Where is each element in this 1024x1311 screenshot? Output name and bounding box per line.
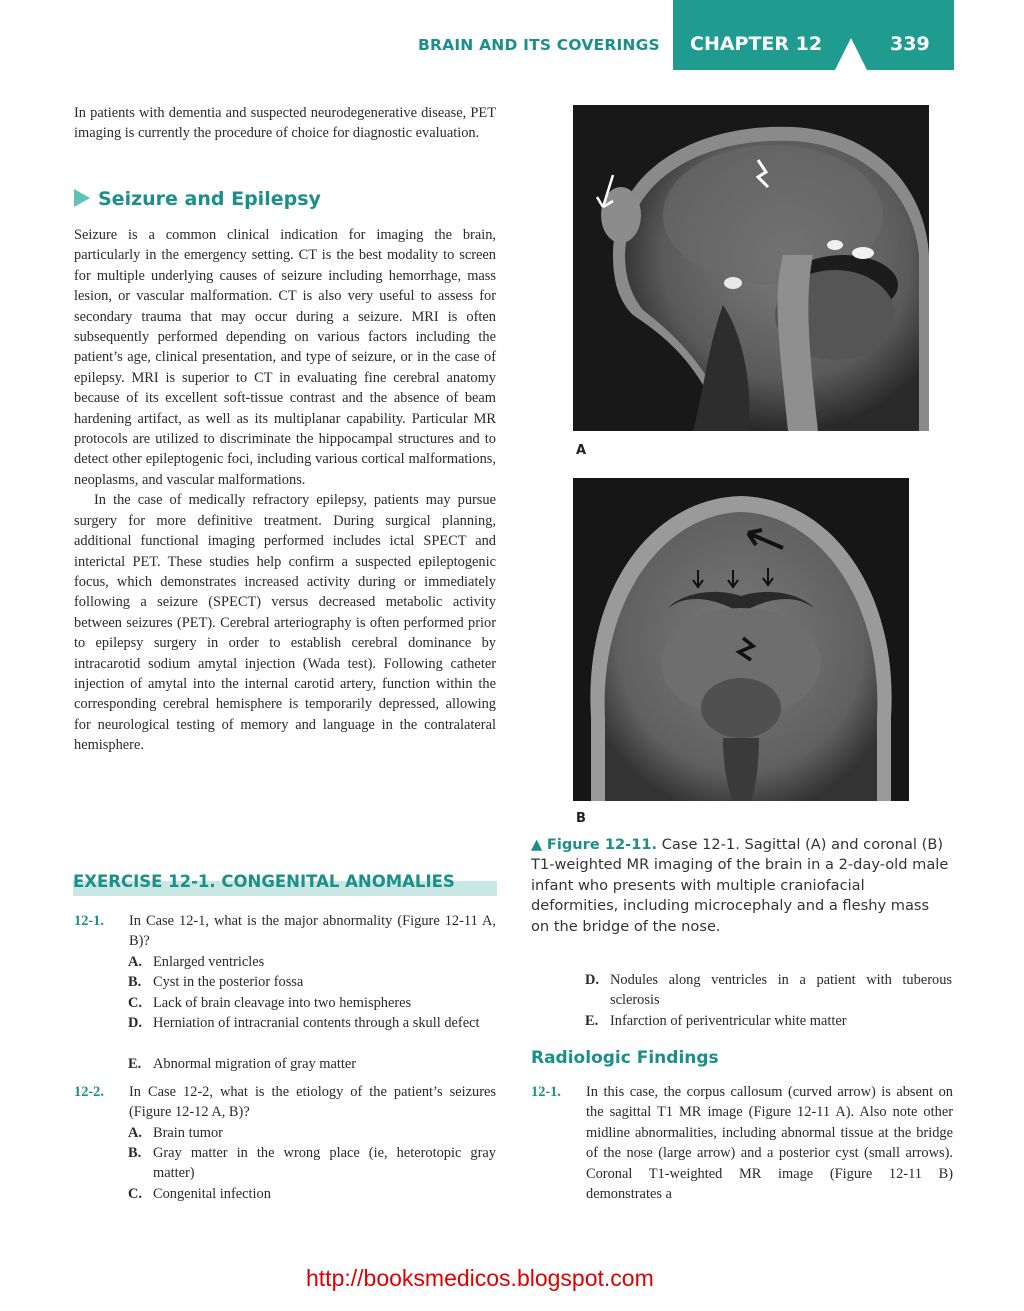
question-12-1 bbox=[74, 911, 496, 953]
intro-paragraph: In patients with dementia and suspected neurodegenerative disease, PET imaging is currently the procedure of choice for diagnostic evaluation. bbox=[74, 105, 496, 142]
body-paragraph: Seizure is a common clinical indication for imaging the brain, particularly in the emergency setting. CT is the best modality to screen for multiple underlying causes of seizure including hemorrhage, mass lesion, or vascular malformation. CT is also very useful to assess for secondary trauma that may occur during a seizure. MRI is often subsequently performed depending on various factors including the patient’s age, clinical presentation, and type of seizure, or in the case of epilepsy. MRI is superior to CT in evaluating fine cerebral anatomy because of its excellent soft-tissue contrast and the absence of beam hardening artifact, as well as its multiplanar capability. Particular MR protocols are utilized to discriminate the hippocampal structures and to detect other epileptogenic foci, including various cortical malformations, neoplasms, and vascular malformations. bbox=[74, 227, 496, 488]
mri-sagittal-drawing bbox=[573, 105, 929, 431]
caption-figure-label: Figure 12-11. bbox=[546, 836, 658, 853]
running-header-section: BRAIN AND ITS COVERINGS bbox=[418, 36, 660, 54]
option-letter: B. bbox=[128, 1145, 142, 1161]
option-text: Herniation of intracranial contents through a skull defect bbox=[153, 1015, 480, 1031]
option-letter: A. bbox=[128, 1125, 142, 1141]
option-letter: A. bbox=[128, 954, 142, 970]
chapter-tab-notch bbox=[835, 38, 867, 70]
body-paragraph: In the case of medically refractory epilepsy, patients may pursue surgery for more definitive treatment. During surgical planning, additional functional imaging performed includes ictal SPECT and interictal PET. These studies help confirm a suspected epileptogenic focus, which demonstrates increased activity during or immediately following a seizure (SPECT) versus decreased metabolic activity between seizures (PET). Cerebral arteriography is often performed prior to epilepsy surgery in order to establish cerebral dominance by intracarotid sodium amytal injection (Wada test). Following catheter injection of amytal into the internal carotid artery, function within the corresponding cerebral hemisphere is temporarily depressed, allowing for neurological testing of memory and language in the contralateral hemisphere. bbox=[74, 492, 496, 754]
question-stem: In Case 12-2, what is the etiology of the patient’s seizures (Figure 12-12 A, B)? bbox=[129, 1084, 496, 1121]
option-text: Infarction of periventricular white matter bbox=[610, 1013, 847, 1029]
option-text: Gray matter in the wrong place (ie, heterotopic gray matter) bbox=[153, 1145, 496, 1182]
caption-triangle-icon: ▲ bbox=[531, 836, 543, 853]
question-number: 12-2. bbox=[74, 1084, 104, 1100]
option-letter: E. bbox=[128, 1056, 142, 1072]
exercise-title: EXERCISE 12-1. CONGENITAL ANOMALIES bbox=[73, 872, 455, 891]
figure-panel-b-label: B bbox=[576, 811, 586, 826]
finding-12-1 bbox=[531, 1082, 953, 1212]
option-text: Congenital infection bbox=[153, 1186, 271, 1202]
option-text: Abnormal migration of gray matter bbox=[153, 1056, 357, 1072]
mri-coronal-image bbox=[573, 478, 909, 801]
body-text bbox=[74, 225, 496, 756]
option-letter: B. bbox=[128, 974, 142, 990]
mri-coronal-drawing bbox=[573, 478, 909, 801]
caption-text: Case 12-1. Sagittal (A) and coronal (B) T1-weighted MR imaging of the brain in a 2-day-old male infant who presents with multiple craniofacial deformities, including microcephaly and a fleshy mass on the bridge of the nose. bbox=[531, 836, 949, 935]
option-text: Enlarged ventricles bbox=[153, 954, 265, 970]
finding-text: In this case, the corpus callosum (curved arrow) is absent on the sagittal T1 MR image (Figure 12-11 A). Also note other midline abnormalities, including abnormal tissue at the bridge of the nose (large arrow) and a posterior cyst (small arrows). Coronal T1-weighted MR image (Figure 12-11 B) demonstrates a bbox=[586, 1084, 953, 1203]
footer-url-link[interactable]: http://booksmedicos.blogspot.com bbox=[306, 1265, 654, 1291]
mri-sagittal-image bbox=[573, 105, 929, 431]
chapter-label: CHAPTER 12 bbox=[690, 33, 823, 55]
exercise-title-bar bbox=[73, 872, 497, 896]
option-text: Cyst in the posterior fossa bbox=[153, 974, 304, 990]
triangle-bullet-icon bbox=[74, 189, 90, 207]
figure-panel-a-label: A bbox=[576, 443, 587, 458]
question-stem: In Case 12-1, what is the major abnormality (Figure 12-11 A, B)? bbox=[129, 913, 496, 950]
figure-caption bbox=[531, 835, 951, 937]
option-letter: E. bbox=[585, 1013, 599, 1029]
option-text: Brain tumor bbox=[153, 1125, 223, 1141]
question-number: 12-1. bbox=[74, 913, 104, 929]
option-letter: C. bbox=[128, 1186, 142, 1202]
option-text: Lack of brain cleavage into two hemispheres bbox=[153, 995, 412, 1011]
option-text: Nodules along ventricles in a patient with tuberous sclerosis bbox=[610, 972, 952, 1009]
section-heading-text: Seizure and Epilepsy bbox=[98, 188, 321, 210]
section-heading bbox=[74, 188, 321, 210]
option-letter: D. bbox=[128, 1015, 142, 1031]
question-12-2 bbox=[74, 1082, 496, 1124]
finding-number: 12-1. bbox=[531, 1084, 561, 1100]
intro-paragraph-block bbox=[74, 103, 496, 144]
findings-heading: Radiologic Findings bbox=[531, 1048, 719, 1068]
option-letter: C. bbox=[128, 995, 142, 1011]
option-letter: D. bbox=[585, 972, 599, 988]
page-number: 339 bbox=[890, 33, 930, 55]
